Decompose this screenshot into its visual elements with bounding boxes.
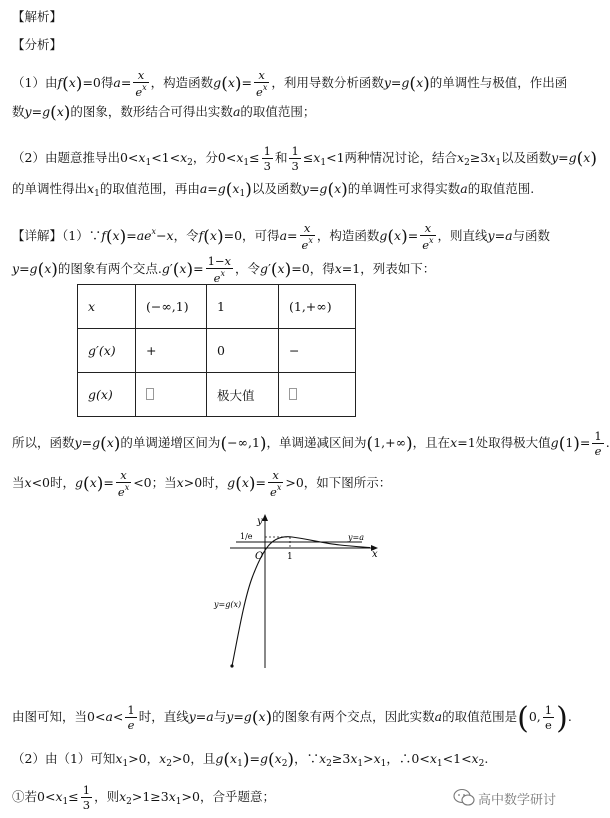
- detail-line1: 【详解】$(1)\because f(x)=ae^x-x$，令f(x)=0，可得a= $\frac{x}{e^x}$ ，构造函数g(x)= $\frac{x}{e^x}$ ，则直线y=a与函数: [12, 221, 551, 253]
- table-cell: (−∞,1): [136, 285, 207, 329]
- heading-fenxi: 【分析】: [12, 37, 63, 52]
- table-cell: x: [78, 285, 136, 329]
- analysis1-line1: （1）由f(x)=0得a= $\frac{x}{e^x}$ ，构造函数g(x)= $\frac{x}{e^x}$ ，利用导数分析函数y=g(x)的单调性与极值，作出函: [12, 68, 568, 100]
- detail-line2: y=g(x)的图象有两个交点.g′(x)= $\frac{1-x}{e^x}$ ，令g′(x)=0，得x=1，列表如下：: [12, 254, 436, 286]
- analysis1-line2: 数y=g(x)的图象，数形结合可得出实数a的取值范围；: [12, 103, 316, 123]
- table-cell: 极大值: [207, 373, 279, 417]
- graph-label-origin: O: [255, 551, 264, 562]
- y-axis-arrow-icon: [262, 514, 268, 521]
- after-table-line1: 所以，函数y=g(x)的单调递增区间为(−∞,1)，单调递减区间为(1,+∞)，且在x=1处取得极大值g(1)= $\frac{1}{e}$ .: [12, 429, 610, 459]
- case1-line: ①若$0<x_1\le$ $\frac{1}{3}$ ，则$x_2>1\ge 3x_1>0$，合乎题意；: [12, 783, 275, 813]
- graph-label-x: x: [372, 549, 378, 560]
- table-cell: −: [279, 329, 356, 373]
- graph-label-peak: 1/e: [240, 532, 253, 541]
- table-cell: g′(x): [78, 329, 136, 373]
- analysis2-line1: （2）由题意推导出$0<x_1<1<x_2$，分$0<x_1\le$ $\frac{1}{3}$ 和 $\frac{1}{3}$ $\le x_1<1$两种情况讨论，结合$x_2\ge 3x_1$以及函数y=g(x): [12, 144, 597, 174]
- graph-label-curve: y=g(x): [214, 600, 242, 609]
- curve-g-of-x: [232, 537, 370, 666]
- table-cell: g(x): [78, 373, 136, 417]
- analysis2-line2: 的单调性得出$x_1$的取值范围，再由$a=g(x_1)$以及函数y=g(x)的单调性可求得实数a的取值范围.: [12, 180, 535, 200]
- heading-jiexi: 【解析】: [12, 9, 63, 24]
- table-cell: (1,+∞): [279, 285, 356, 329]
- after-table-line2: 当x<0时，g(x)= $\frac{x}{e^x}$ <0；当x>0时，g(x)= $\frac{x}{e^x}$ >0，如下图所示：: [12, 468, 392, 500]
- heading-xiangjie: 【详解】: [12, 228, 63, 244]
- graph-label-one: 1: [287, 552, 293, 562]
- graph-label-y: y: [257, 516, 263, 527]
- watermark-text: 高中数学研讨: [478, 793, 557, 808]
- part2-line: （2）由（1）可知$x_1>0$，$x_2>0$，且$g(x_1)=g(x_2)$，$\because x_2\ge 3x_1>x_1$，$\therefore 0<x_1<1<x_2$.: [12, 750, 489, 770]
- table-cell: 0: [207, 329, 279, 373]
- wechat-icon: [452, 787, 476, 807]
- conclusion-line: 由图可知，当0<a< $\frac{1}{e}$ 时，直线y=a与y=g(x)的图象有两个交点，因此实数a的取值范围是(0, $\frac{1}{e}$ ).: [12, 701, 572, 737]
- table-cell: +: [136, 329, 207, 373]
- watermark: [452, 786, 592, 808]
- curve-end-dot: [230, 664, 233, 667]
- table-cell: 1: [207, 285, 279, 329]
- graph-label-line: y=a: [348, 533, 364, 542]
